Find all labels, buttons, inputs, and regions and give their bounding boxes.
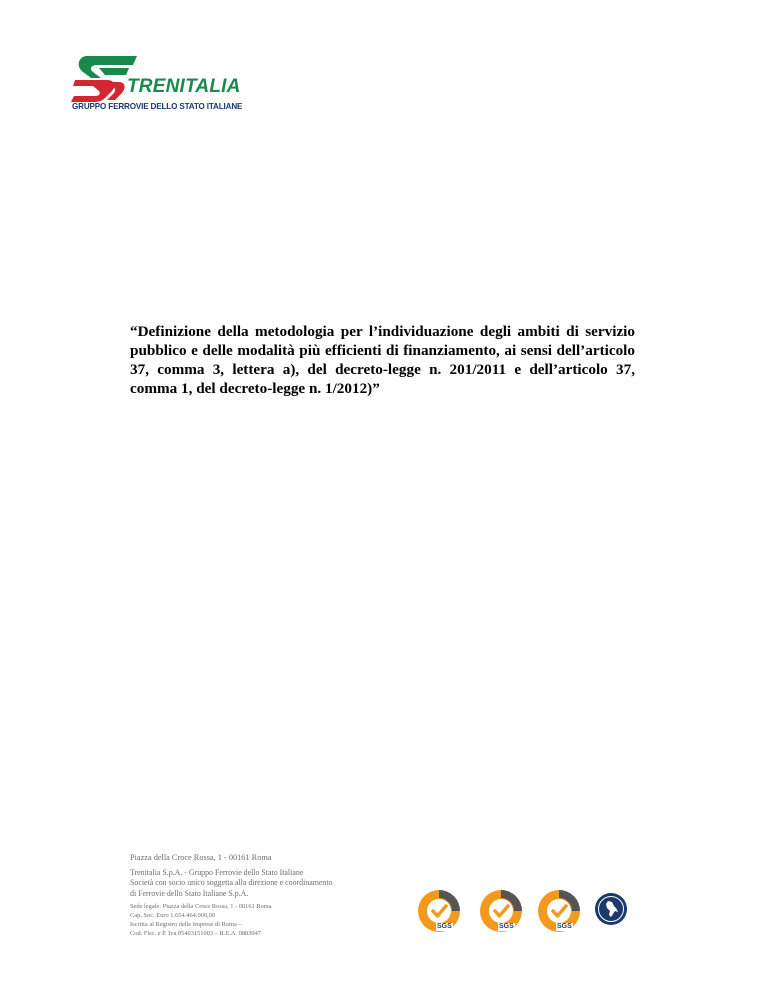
footer-legal-line: Cap. Soc. Euro 1.654.464.000,00: [130, 912, 216, 920]
document-title: “Definizione della metodologia per l’individuazione degli ambiti di servizio pubblico e delle modalità più efficienti di finanziamento, ai sensi dell’articolo 37, comma 3, lettera a), del decreto-legge n. 201/2011 e dell’articolo 37, comma 1, del decreto-legge n. 1/2012)”: [130, 323, 635, 397]
footer-info: [130, 852, 390, 939]
trenitalia-logo: [71, 56, 271, 118]
footer-legal-line: Iscritta al Registro delle Imprese di Roma –: [130, 921, 242, 929]
badge-label: SGS: [557, 923, 572, 930]
footer-company: [130, 868, 390, 899]
footer-company-line: Trenitalia S.p.A. - Gruppo Ferrovie dello Stato Italiane: [130, 868, 304, 877]
logo-group-name: GRUPPO FERROVIE DELLO STATO ITALIANE: [72, 102, 243, 111]
sgs-certification-icon: [416, 888, 462, 934]
italian-seal-icon: [594, 892, 628, 926]
footer-company-line: di Ferrovie dello Stato Italiane S.p.A.: [130, 888, 249, 898]
footer-address: Piazza della Croce Rossa, 1 - 00161 Roma: [130, 853, 272, 862]
sgs-certification-icon: [478, 888, 524, 934]
badge-label: SGS: [437, 923, 452, 930]
badge-label: SGS: [499, 923, 514, 930]
footer-legal-line: Cod. Fisc. e P. Iva 05403151003 – R.E.A. 0883047: [130, 929, 262, 937]
footer-legal-line: Sede legale: Piazza della Croce Rossa, 1 - 00161 Roma: [130, 903, 272, 911]
sgs-certification-icon: [536, 888, 582, 934]
footer-legal: [130, 903, 390, 939]
logo-wordmark: TRENITALIA: [127, 76, 241, 97]
certification-badges: [416, 888, 636, 938]
footer-company-line: Società con socio unico soggetta alla direzione e coordinamento: [130, 878, 333, 888]
